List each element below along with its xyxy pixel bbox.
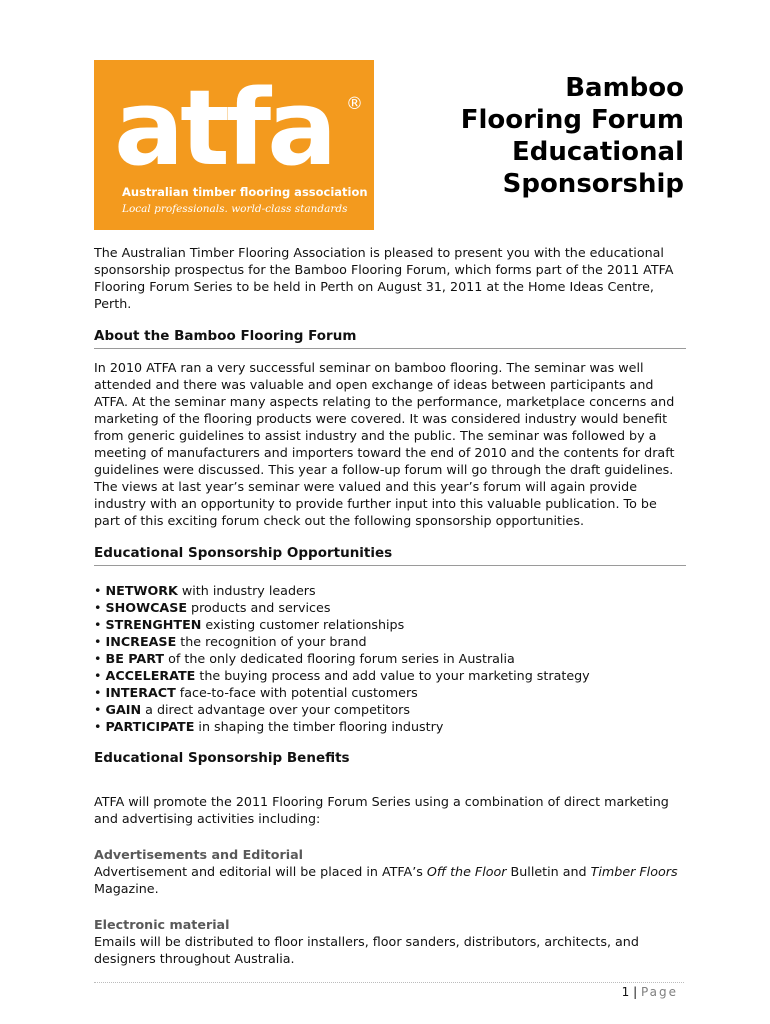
list-item [94,633,686,650]
bullet: • [94,617,102,632]
electronic-paragraph: Emails will be distributed to floor installers, floor sanders, distributors, architects, and designers throughout Australia. [94,934,639,966]
list-item [94,650,686,667]
bullet: • [94,668,102,683]
registered-mark: ® [346,94,363,114]
logo-wordmark: atfa [114,67,334,189]
title-line: Sponsorship [502,169,684,199]
page-label: Page [640,985,678,999]
item-text: of the only dedicated flooring forum series in Australia [164,651,515,666]
list-item [94,616,686,633]
list-item [94,667,686,684]
item-keyword: SHOWCASE [105,600,188,615]
page-number: 1 [621,985,630,999]
electronic-subheading: Electronic material [94,917,230,932]
intro-paragraph: The Australian Timber Flooring Association is pleased to present you with the educational sponsorship prospectus for the Bamboo Flooring Forum, which forms part of the 2011 ATFA Flooring Forum Series to be held in Perth on August 31, 2011 at the Home Ideas Centre, Perth. [94,245,674,311]
item-keyword: BE PART [105,651,165,666]
item-text: the recognition of your brand [176,634,367,649]
opportunities-list [94,582,686,735]
item-text: face-to-face with potential customers [175,685,418,700]
bullet: • [94,719,102,734]
title-line: Bamboo [565,73,684,103]
list-item [94,582,686,599]
item-text: with industry leaders [177,583,316,598]
opportunities-heading: Educational Sponsorship Opportunities [94,545,686,566]
benefits-heading: Educational Sponsorship Benefits [94,750,350,766]
logo-association-name: Australian timber flooring association [122,185,368,199]
list-item [94,718,686,735]
item-keyword: ACCELERATE [105,668,196,683]
atfa-logo [94,60,374,230]
item-text: a direct advantage over your competitors [141,702,410,717]
bullet: • [94,651,102,666]
about-paragraph: In 2010 ATFA ran a very successful seminar on bamboo flooring. The seminar was well attended and there was valuable and open exchange of ideas between participants and ATFA. At the seminar many aspects relating to the performance, marketplace concerns and marketing of the flooring products were covered. It was considered industry would benefit from generic guidelines to assist industry and the public. The seminar was followed by a meeting of manufacturers and importers toward the end of 2010 and the contents for draft guidelines were discussed. This year a follow-up forum will go through the draft guidelines. The views at last year’s seminar were valued and this year’s forum will again provide industry with an opportunity to provide further input into this valuable publication. To be part of this exciting forum check out the following sponsorship opportunities. [94,360,675,528]
list-item [94,684,686,701]
item-keyword: PARTICIPATE [105,719,195,734]
ads-paragraph: Advertisement and editorial will be placed in ATFA’s Off the Floor Bulletin and Timber Floors Magazine. [94,864,678,896]
item-text: products and services [187,600,331,615]
item-keyword: INTERACT [105,685,176,700]
bullet: • [94,685,102,700]
logo-tagline: Local professionals. world-class standards [122,203,348,215]
item-text: in shaping the timber flooring industry [194,719,444,734]
title-line: Educational [511,137,684,167]
document-body [94,244,686,967]
page-separator: | [629,985,641,999]
title-line: Flooring Forum [460,105,684,135]
item-text: existing customer relationships [201,617,405,632]
item-keyword: NETWORK [105,583,178,598]
footer-divider [94,982,684,983]
item-keyword: GAIN [105,702,142,717]
item-text: the buying process and add value to your marketing strategy [195,668,590,683]
bullet: • [94,600,102,615]
item-keyword: INCREASE [105,634,177,649]
benefits-intro: ATFA will promote the 2011 Flooring Forum Series using a combination of direct marketing and advertising activities including: [94,794,669,826]
item-keyword: STRENGHTEN [105,617,202,632]
list-item [94,701,686,718]
list-item [94,599,686,616]
page-footer [622,985,678,999]
bullet: • [94,634,102,649]
document-title [354,72,684,200]
ads-subheading: Advertisements and Editorial [94,847,303,862]
bullet: • [94,583,102,598]
about-heading: About the Bamboo Flooring Forum [94,328,686,349]
publication-title: Off the Floor [426,864,507,879]
publication-title: Timber Floors [590,864,678,879]
bullet: • [94,702,102,717]
